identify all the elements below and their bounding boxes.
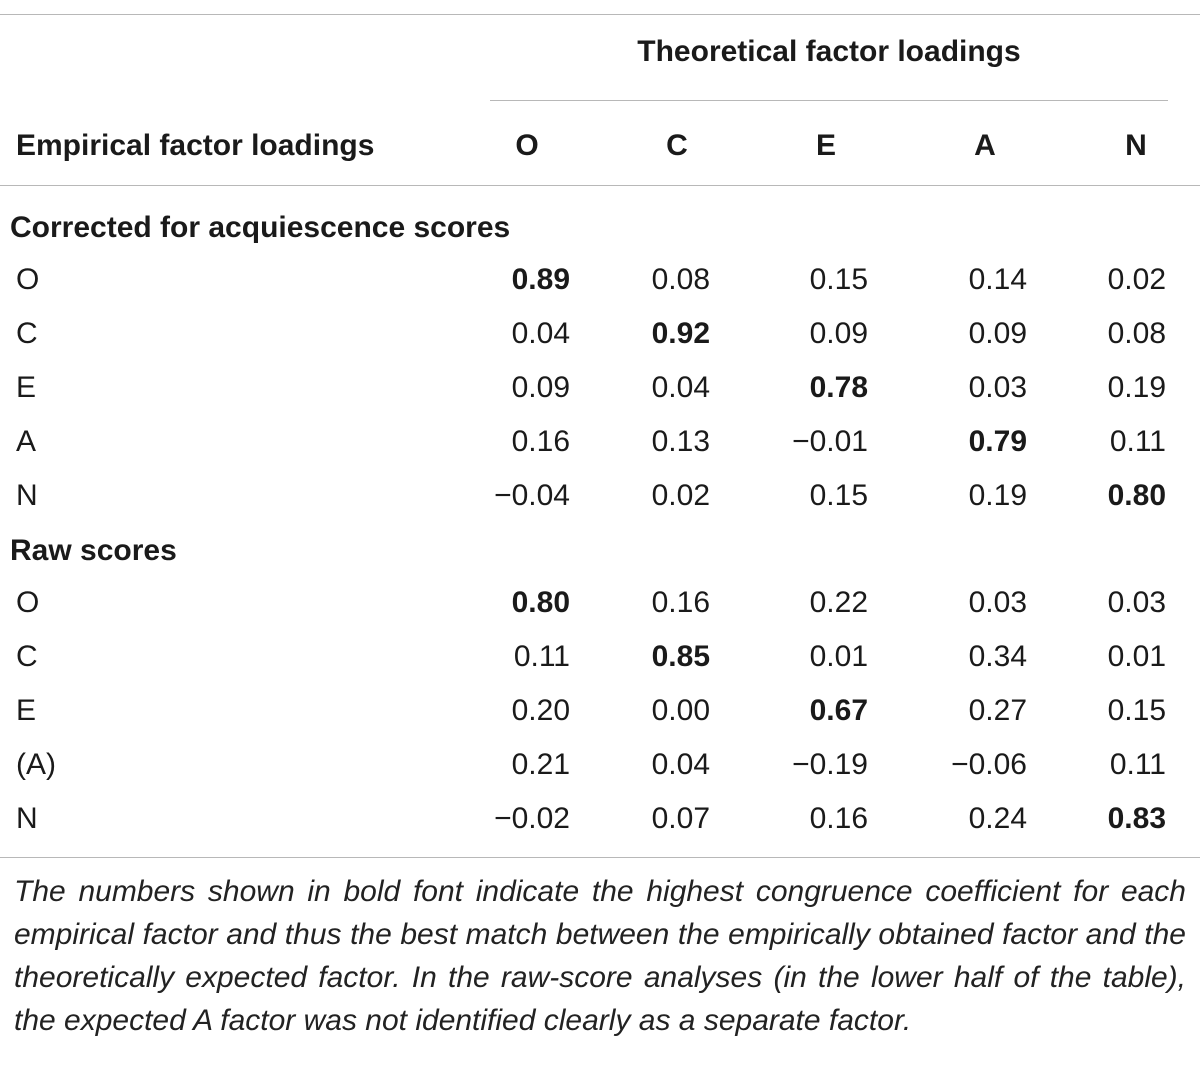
table-cell: 0.13 xyxy=(651,425,710,458)
table-cell: 0.19 xyxy=(968,479,1027,512)
table-cell: 0.11 xyxy=(1109,425,1166,458)
table-cell: 0.09 xyxy=(511,371,570,404)
table-cell: 0.03 xyxy=(1107,586,1166,619)
column-header-c: C xyxy=(666,129,688,162)
table-cell: 0.80 xyxy=(511,586,570,619)
table-cell: 0.67 xyxy=(809,694,868,727)
table-cell: 0.01 xyxy=(809,640,868,673)
row-label: N xyxy=(16,479,38,512)
row-label: O xyxy=(16,263,40,296)
group-header-rule xyxy=(490,100,1168,101)
table-cell: −0.01 xyxy=(792,425,868,458)
table-cell: 0.19 xyxy=(1107,371,1166,404)
table-cell: 0.11 xyxy=(513,640,570,673)
table-cell: 0.04 xyxy=(651,371,710,404)
top-rule xyxy=(0,14,1200,15)
table-cell: 0.11 xyxy=(1109,748,1166,781)
table-cell: 0.08 xyxy=(1107,317,1166,350)
table-footnote: The numbers shown in bold font indicate the highest congruence coefficient for each empirical factor and thus the best match between the empirically obtained factor and the theoretically expected factor. In the raw-score analyses (in the lower half of the table), the expected A factor was not identified clearly as a separate factor. xyxy=(14,875,1186,1037)
table-cell: −0.02 xyxy=(494,802,570,835)
table-cell: 0.15 xyxy=(809,263,868,296)
table-cell: −0.04 xyxy=(494,479,570,512)
table-cell: 0.78 xyxy=(809,371,868,404)
row-label: O xyxy=(16,586,40,619)
empirical-factor-loadings-header: Empirical factor loadings xyxy=(16,129,375,162)
table-cell: 0.24 xyxy=(968,802,1027,835)
row-label: (A) xyxy=(16,748,56,781)
table-cell: 0.03 xyxy=(968,371,1027,404)
column-header-e: E xyxy=(815,129,836,162)
table-cell: 0.04 xyxy=(511,317,570,350)
table-cell: 0.92 xyxy=(651,317,710,350)
row-label: C xyxy=(16,640,38,673)
row-label: E xyxy=(16,371,37,404)
table-cell: 0.16 xyxy=(809,802,868,835)
table-cell: 0.20 xyxy=(511,694,570,727)
table-cell: 0.34 xyxy=(968,640,1027,673)
table-cell: 0.21 xyxy=(511,748,570,781)
table-cell: 0.01 xyxy=(1107,640,1166,673)
row-label: A xyxy=(16,425,37,458)
column-header-a: A xyxy=(974,129,996,162)
table-cell: 0.02 xyxy=(1107,263,1166,296)
table-cell: 0.08 xyxy=(651,263,710,296)
row-label: N xyxy=(16,802,38,835)
table-cell: 0.03 xyxy=(968,586,1027,619)
table-cell: 0.09 xyxy=(809,317,868,350)
table-cell: −0.19 xyxy=(792,748,868,781)
table-cell: 0.83 xyxy=(1107,802,1166,835)
row-label: C xyxy=(16,317,38,350)
table-cell: 0.85 xyxy=(651,640,710,673)
column-header-n: N xyxy=(1125,129,1147,162)
table-cell: 0.89 xyxy=(511,263,570,296)
table-cell: 0.22 xyxy=(809,586,868,619)
section-title: Corrected for acquiescence scores xyxy=(10,211,511,244)
table-cell: 0.16 xyxy=(511,425,570,458)
table-cell: 0.04 xyxy=(651,748,710,781)
row-label: E xyxy=(16,694,37,727)
table-cell: 0.16 xyxy=(651,586,710,619)
column-header-o: O xyxy=(515,129,539,162)
table-cell: 0.80 xyxy=(1107,479,1166,512)
table-cell: 0.09 xyxy=(968,317,1027,350)
table-cell: 0.27 xyxy=(968,694,1027,727)
section-title: Raw scores xyxy=(10,534,177,567)
theoretical-factor-loadings-header: Theoretical factor loadings xyxy=(637,35,1021,68)
table-cell: −0.06 xyxy=(951,748,1027,781)
table-cell: 0.02 xyxy=(651,479,710,512)
table-cell: 0.15 xyxy=(809,479,868,512)
table-cell: 0.79 xyxy=(968,425,1027,458)
table-cell: 0.15 xyxy=(1107,694,1166,727)
table-cell: 0.14 xyxy=(968,263,1027,296)
table-cell: 0.07 xyxy=(651,802,710,835)
table-cell: 0.00 xyxy=(651,694,710,727)
header-rule xyxy=(0,185,1200,186)
footnote-rule xyxy=(0,857,1200,858)
